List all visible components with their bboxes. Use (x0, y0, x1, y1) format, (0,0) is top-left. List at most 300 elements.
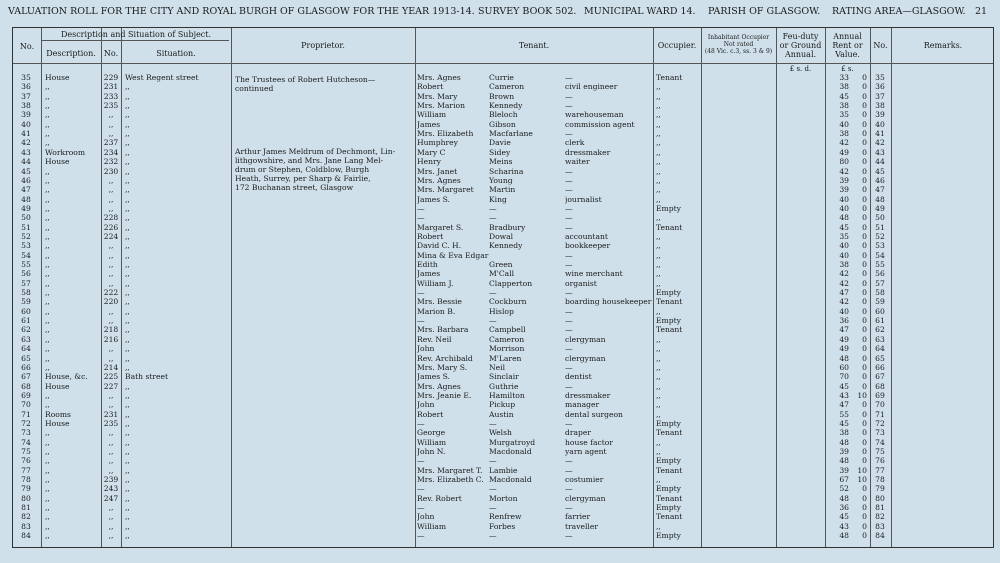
row-situation: ,, (125, 306, 130, 316)
row-description: ,, (45, 437, 50, 447)
header-feu-line1: Feu-duty (782, 32, 819, 41)
row-tenant-firstname: Henry (417, 157, 441, 167)
row-no: 74 (21, 437, 31, 447)
row-rent-shillings: 0 (862, 409, 867, 419)
row-no: 38 (21, 101, 31, 111)
row-rent-shillings: 0 (862, 231, 867, 241)
row-no: 75 (21, 447, 31, 456)
row-tenant-firstname: — (417, 418, 425, 428)
row-rent-pounds: 47 (839, 288, 849, 298)
row-no-right: 62 (875, 325, 885, 335)
table-row (13, 138, 995, 147)
page-number: 21 (975, 6, 988, 17)
row-no: 54 (21, 250, 31, 260)
row-number: 222 (103, 288, 119, 298)
row-rent-shillings: 0 (862, 297, 867, 307)
row-situation: ,, (125, 418, 130, 428)
row-tenant-firstname: Mrs. Barbara (417, 325, 469, 335)
row-situation: ,, (125, 362, 130, 372)
row-no: 68 (21, 381, 31, 391)
row-no-right: 57 (875, 278, 885, 288)
row-no-right: 77 (875, 465, 885, 475)
row-description: ,, (45, 325, 50, 335)
row-occupier: Empty (656, 203, 681, 213)
row-tenant-occupation: clergyman (565, 334, 606, 344)
row-no: 47 (21, 185, 31, 195)
row-tenant-occupation: house factor (565, 437, 614, 447)
row-number: ,, (108, 306, 114, 316)
row-no-right: 41 (875, 129, 885, 139)
row-tenant-firstname: Mrs. Bessie (417, 297, 462, 307)
row-occupier: Tenant (656, 493, 683, 503)
row-description: ,, (45, 400, 50, 410)
row-rent-shillings: 0 (862, 91, 867, 101)
row-tenant-occupation: dressmaker (565, 147, 611, 157)
row-rent-pounds: 47 (839, 325, 849, 335)
row-description: ,, (45, 185, 50, 195)
table-row (13, 410, 995, 419)
row-occupier: ,, (656, 344, 661, 354)
row-occupier: ,, (656, 82, 661, 92)
header-proprietor: Proprietor. (301, 41, 345, 50)
row-number: 220 (103, 297, 119, 307)
row-number: ,, (108, 456, 114, 466)
row-occupier: ,, (656, 475, 661, 485)
row-tenant-firstname: Humphrey (417, 138, 458, 148)
row-no: 41 (21, 129, 31, 139)
table-row (13, 82, 995, 91)
row-rent-pounds: 45 (839, 91, 849, 101)
row-rent-shillings: 10 (857, 390, 867, 400)
row-no: 57 (21, 278, 31, 288)
row-tenant-surname: — (489, 484, 497, 494)
row-description: ,, (45, 91, 50, 101)
proprietor-line: Arthur James Meldrum of Dechmont, Lin- (235, 147, 396, 156)
row-occupier: ,, (656, 231, 661, 241)
row-description: ,, (45, 203, 50, 213)
row-tenant-occupation: — (565, 503, 573, 513)
table-row (13, 419, 995, 428)
row-no-right: 84 (875, 531, 885, 541)
table-row (13, 195, 995, 204)
row-tenant-occupation: clergyman (565, 493, 606, 503)
header-feu-duty (776, 32, 825, 59)
row-number: ,, (108, 119, 114, 129)
row-situation: ,, (125, 166, 130, 176)
row-rent-shillings: 0 (862, 222, 867, 232)
header-occupier: Occupier. (657, 41, 697, 50)
row-rent-pounds: 49 (839, 334, 849, 344)
row-tenant-surname: Clapperton (489, 278, 533, 288)
row-no-right: 68 (875, 381, 885, 391)
row-rent-pounds: 35 (839, 110, 849, 120)
row-tenant-occupation: — (565, 531, 573, 541)
row-tenant-firstname: Marion B. (417, 306, 456, 316)
row-description: House, &c. (45, 372, 88, 382)
row-tenant-firstname: David C. H. (417, 241, 462, 251)
row-no-right: 66 (875, 362, 885, 372)
row-situation: ,, (125, 194, 130, 204)
row-tenant-surname: Davie (489, 138, 511, 148)
row-tenant-occupation: warehouseman (565, 110, 624, 120)
proprietor-line: 172 Buchanan street, Glasgow (235, 183, 354, 192)
row-tenant-occupation: boarding housekeeper (565, 297, 652, 307)
row-rent-shillings: 0 (862, 418, 867, 428)
row-number: 230 (103, 166, 119, 176)
row-tenant-surname: Neil (489, 362, 505, 372)
row-no-right: 44 (875, 157, 885, 167)
row-tenant-occupation: — (565, 185, 573, 195)
table-row (13, 466, 995, 475)
row-no: 49 (21, 203, 31, 213)
row-rent-shillings: 0 (862, 484, 867, 494)
row-situation: ,, (125, 381, 130, 391)
row-tenant-firstname: Rev. Archibald (417, 353, 473, 363)
row-tenant-surname: Sidey (489, 147, 511, 157)
annual-units: £ s. (841, 65, 854, 73)
row-no-right: 69 (875, 390, 885, 400)
row-tenant-surname: — (489, 203, 497, 213)
row-tenant-firstname: — (417, 456, 425, 466)
row-tenant-surname: Forbes (489, 521, 516, 531)
row-tenant-surname: — (489, 418, 497, 428)
header-annual-line3: Value. (835, 50, 860, 59)
row-no: 70 (21, 400, 31, 410)
row-no-right: 76 (875, 456, 885, 466)
row-rent-pounds: 39 (839, 447, 849, 456)
row-tenant-occupation: — (565, 101, 573, 111)
row-no: 64 (21, 344, 31, 354)
row-no: 46 (21, 175, 31, 185)
table-row (13, 382, 995, 391)
table-row (13, 176, 995, 185)
row-occupier: ,, (656, 250, 661, 260)
row-tenant-surname: Young (489, 175, 513, 185)
row-no-right: 74 (875, 437, 885, 447)
header-number: No. (103, 49, 119, 58)
row-number: ,, (108, 250, 114, 260)
row-situation: ,, (125, 484, 130, 494)
row-tenant-firstname: — (417, 203, 425, 213)
row-no-right: 82 (875, 512, 885, 522)
row-description: ,, (45, 138, 50, 148)
row-tenant-firstname: Mary C (417, 147, 446, 157)
header-inhabitant-line1: Inhabitant Occupier (707, 34, 770, 41)
row-tenant-occupation: — (565, 222, 573, 232)
row-occupier: ,, (656, 306, 661, 316)
row-rent-pounds: 40 (839, 203, 849, 213)
row-tenant-surname: Guthrie (489, 381, 519, 391)
row-tenant-occupation: dental surgeon (565, 409, 623, 419)
row-tenant-surname: Renfrew (489, 512, 522, 522)
row-rent-shillings: 0 (862, 269, 867, 279)
table-row (13, 316, 995, 325)
header-no: No. (19, 42, 35, 51)
row-occupier: Tenant (656, 297, 683, 307)
row-rent-shillings: 0 (862, 119, 867, 129)
row-number: ,, (108, 129, 114, 139)
row-rent-pounds: 35 (839, 231, 849, 241)
row-tenant-occupation: — (565, 362, 573, 372)
row-tenant-occupation: civil engineer (565, 82, 618, 92)
row-rent-shillings: 0 (862, 306, 867, 316)
row-no-right: 80 (875, 493, 885, 503)
row-description: ,, (45, 82, 50, 92)
row-rent-pounds: 38 (839, 428, 849, 438)
row-no-right: 35 (875, 73, 885, 82)
row-situation: ,, (125, 138, 130, 148)
row-situation: ,, (125, 344, 130, 354)
row-tenant-firstname: James S. (417, 372, 450, 382)
row-no: 36 (21, 82, 31, 92)
row-rent-pounds: 45 (839, 418, 849, 428)
row-situation: ,, (125, 409, 130, 419)
row-rent-shillings: 0 (862, 194, 867, 204)
row-situation: ,, (125, 465, 130, 475)
row-no: 79 (21, 484, 31, 494)
row-no-right: 72 (875, 418, 885, 428)
row-tenant-surname: Morton (489, 493, 518, 503)
row-tenant-surname: Sinclair (489, 372, 519, 382)
row-tenant-firstname: Mrs. Elizabeth (417, 129, 474, 139)
row-tenant-firstname: George (417, 428, 446, 438)
row-tenant-firstname: John (417, 400, 435, 410)
row-tenant-occupation: dressmaker (565, 390, 611, 400)
row-rent-pounds: 80 (839, 157, 849, 167)
row-situation: ,, (125, 437, 130, 447)
row-tenant-surname: Macdonald (489, 447, 532, 456)
table-row (13, 344, 995, 353)
table-row (13, 400, 995, 409)
row-rent-shillings: 0 (862, 241, 867, 251)
row-situation: ,, (125, 521, 130, 531)
row-situation: ,, (125, 269, 130, 279)
row-description: House (45, 157, 70, 167)
row-number: ,, (108, 175, 114, 185)
municipal-ward: MUNICIPAL WARD 14. (584, 6, 696, 17)
row-rent-shillings: 0 (862, 353, 867, 363)
row-number: ,, (108, 400, 114, 410)
row-number: ,, (108, 428, 114, 438)
row-no-right: 78 (875, 475, 885, 485)
row-number: 235 (103, 418, 119, 428)
row-tenant-occupation: organist (565, 278, 597, 288)
row-description: ,, (45, 362, 50, 372)
row-rent-pounds: 70 (839, 372, 849, 382)
table-row (13, 241, 995, 250)
row-situation: ,, (125, 157, 130, 167)
header-feu-line3: Annual. (784, 50, 817, 59)
table-row (13, 129, 995, 138)
row-description: ,, (45, 344, 50, 354)
row-no: 77 (21, 465, 31, 475)
table-row (13, 522, 995, 531)
row-tenant-firstname: — (417, 531, 425, 541)
row-tenant-occupation: — (565, 91, 573, 101)
row-tenant-occupation: — (565, 456, 573, 466)
row-description: ,, (45, 213, 50, 223)
row-situation: ,, (125, 101, 130, 111)
row-rent-shillings: 0 (862, 260, 867, 269)
row-occupier: ,, (656, 194, 661, 204)
row-tenant-surname: Currie (489, 73, 514, 82)
row-number: 243 (103, 484, 119, 494)
row-rent-pounds: 49 (839, 147, 849, 157)
row-no: 69 (21, 390, 31, 400)
row-rent-pounds: 52 (839, 484, 849, 494)
table-row (13, 335, 995, 344)
row-situation: ,, (125, 316, 130, 326)
table-row (13, 363, 995, 372)
row-rent-pounds: 48 (839, 493, 849, 503)
table-row (13, 148, 995, 157)
row-number: ,, (108, 390, 114, 400)
row-rent-pounds: 39 (839, 175, 849, 185)
table-row (13, 512, 995, 521)
row-no: 48 (21, 194, 31, 204)
row-rent-shillings: 0 (862, 288, 867, 298)
row-rent-pounds: 49 (839, 344, 849, 354)
row-no: 80 (21, 493, 31, 503)
row-situation: ,, (125, 147, 130, 157)
table-row (13, 475, 995, 484)
row-tenant-surname: Cameron (489, 334, 525, 344)
row-occupier: ,, (656, 241, 661, 251)
row-no: 78 (21, 475, 31, 485)
table-row (13, 447, 995, 456)
row-tenant-surname: — (489, 456, 497, 466)
row-tenant-firstname: Margaret S. (417, 222, 464, 232)
row-situation: ,, (125, 129, 130, 139)
row-tenant-surname: Dowal (489, 231, 514, 241)
row-occupier: ,, (656, 447, 661, 456)
row-description: ,, (45, 493, 50, 503)
row-tenant-occupation: — (565, 325, 573, 335)
row-situation: ,, (125, 456, 130, 466)
row-tenant-surname: Pickup (489, 400, 516, 410)
row-number: 227 (103, 381, 119, 391)
row-description: ,, (45, 316, 50, 326)
row-no-right: 59 (875, 297, 885, 307)
proprietor-line: lithgowshire, and Mrs. Jane Lang Mel- (235, 156, 384, 165)
header-annual-line1: Annual (833, 32, 862, 41)
row-tenant-firstname: Rev. Robert (417, 493, 462, 503)
row-situation: ,, (125, 493, 130, 503)
row-tenant-firstname: Mrs. Agnes (417, 381, 461, 391)
row-tenant-surname: Kennedy (489, 101, 523, 111)
page-title-bar (0, 3, 1000, 19)
row-tenant-occupation: dentist (565, 372, 592, 382)
table-row (13, 456, 995, 465)
row-no: 53 (21, 241, 31, 251)
row-tenant-surname: — (489, 288, 497, 298)
row-rent-pounds: 42 (839, 166, 849, 176)
row-situation: ,, (125, 175, 130, 185)
row-number: ,, (108, 503, 114, 513)
row-tenant-firstname: Robert (417, 82, 444, 92)
row-number: ,, (108, 531, 114, 541)
row-rent-pounds: 43 (839, 390, 849, 400)
row-tenant-surname: Lambie (489, 465, 518, 475)
row-occupier: ,, (656, 119, 661, 129)
row-number: 218 (103, 325, 119, 335)
table-row (13, 428, 995, 437)
row-rent-shillings: 0 (862, 175, 867, 185)
row-description: ,, (45, 222, 50, 232)
row-occupier: Empty (656, 484, 681, 494)
row-tenant-surname: — (489, 316, 497, 326)
row-number: 234 (103, 147, 119, 157)
row-rent-shillings: 0 (862, 203, 867, 213)
row-no: 51 (21, 222, 31, 232)
row-tenant-occupation: accountant (565, 231, 608, 241)
row-description: ,, (45, 390, 50, 400)
row-occupier: ,, (656, 175, 661, 185)
row-rent-pounds: 40 (839, 250, 849, 260)
row-occupier: ,, (656, 260, 661, 269)
row-description: ,, (45, 306, 50, 316)
row-rent-shillings: 0 (862, 250, 867, 260)
row-tenant-surname: Brown (489, 91, 515, 101)
row-situation: ,, (125, 203, 130, 213)
row-description: ,, (45, 288, 50, 298)
table-row (13, 279, 995, 288)
row-tenant-firstname: James (417, 269, 441, 279)
row-situation: ,, (125, 531, 130, 541)
row-rent-shillings: 0 (862, 73, 867, 82)
row-description: ,, (45, 129, 50, 139)
row-no: 66 (21, 362, 31, 372)
row-situation: ,, (125, 503, 130, 513)
row-rent-pounds: 48 (839, 531, 849, 541)
row-description: House (45, 418, 70, 428)
row-number: ,, (108, 241, 114, 251)
row-rent-shillings: 0 (862, 138, 867, 148)
row-number: ,, (108, 185, 114, 195)
row-rent-shillings: 0 (862, 400, 867, 410)
row-tenant-surname: Murgatroyd (489, 437, 536, 447)
row-tenant-surname: Martin (489, 185, 516, 195)
row-occupier: ,, (656, 129, 661, 139)
row-tenant-firstname: Mrs. Marion (417, 101, 465, 111)
row-occupier: ,, (656, 213, 661, 223)
row-occupier: ,, (656, 353, 661, 363)
row-occupier: ,, (656, 110, 661, 120)
row-no: 83 (21, 521, 31, 531)
row-tenant-firstname: William (417, 110, 447, 120)
row-rent-pounds: 48 (839, 353, 849, 363)
table-row (13, 391, 995, 400)
row-no-right: 40 (875, 119, 885, 129)
row-situation: ,, (125, 475, 130, 485)
row-rent-pounds: 40 (839, 306, 849, 316)
row-situation: West Regent street (125, 73, 199, 82)
row-occupier: ,, (656, 409, 661, 419)
row-no: 43 (21, 147, 31, 157)
row-tenant-firstname: — (417, 484, 425, 494)
row-no-right: 54 (875, 250, 885, 260)
row-tenant-firstname: — (417, 213, 425, 223)
row-no: 60 (21, 306, 31, 316)
row-tenant-occupation: — (565, 175, 573, 185)
row-rent-pounds: 60 (839, 362, 849, 372)
row-number: 247 (103, 493, 119, 503)
row-no-right: 64 (875, 344, 885, 354)
row-description: ,, (45, 475, 50, 485)
row-description: ,, (45, 484, 50, 494)
row-situation: ,, (125, 241, 130, 251)
row-occupier: Tenant (656, 428, 683, 438)
